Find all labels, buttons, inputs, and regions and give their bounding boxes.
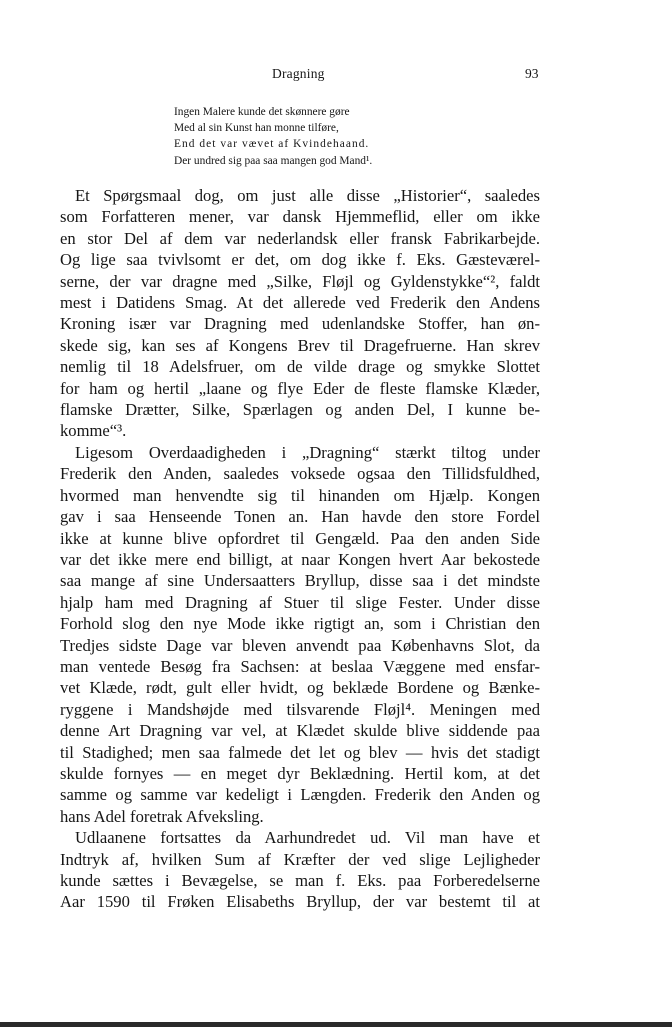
running-header xyxy=(0,66,672,86)
text-line: mest i Datidens Smag. At det allerede ved Frederik den Andens xyxy=(60,293,540,313)
paragraph xyxy=(60,442,540,827)
verse-line: Der undred sig paa saa mangen god Mand¹. xyxy=(174,154,373,167)
text-line: Og lige saa tvivlsomt er det, om dog ikke f. Eks. Gæsteværel- xyxy=(60,250,540,270)
verse-line: End det var vævet af Kvindehaand. xyxy=(174,138,370,151)
text-line: hvormed man henvendte sig til hinanden om Hjælp. Kongen xyxy=(60,485,540,505)
text-line: Ligesom Overdaadigheden i „Dragning“ stærkt tiltog under xyxy=(75,442,540,462)
text-line: ikke at kunne blive opfordret til Gengæld. Paa den anden Side xyxy=(60,528,540,548)
text-line: var det ikke mere end billigt, at naar Kongen hvert Aar bekostede xyxy=(60,549,540,569)
body-text xyxy=(60,185,540,913)
text-line: Aar 1590 til Frøken Elisabeths Bryllup, der var bestemt til at xyxy=(60,892,540,912)
text-line: Et Spørgsmaal dog, om just alle disse „Historier“, saaledes xyxy=(75,186,540,205)
paragraph xyxy=(60,827,540,913)
text-line: hans Adel foretrak Afveksling. xyxy=(60,806,264,826)
text-line: Tredjes sidste Dage var bleven anvendt paa Københavns Slot, da xyxy=(60,635,540,655)
text-line: komme“³. xyxy=(60,421,127,441)
text-line: Frederik den Anden, saaledes voksede ogsaa den Tillidsfuldhed, xyxy=(60,464,540,484)
page-number: 93 xyxy=(525,66,539,81)
text-line: Kroning især var Dragning med udenlandske Stoffer, han øn- xyxy=(60,314,540,334)
text-line: hjalp ham med Dragning af Stuer til slige Fester. Under disse xyxy=(60,592,540,612)
verse-line: Ingen Malere kunde det skønnere gøre xyxy=(174,106,350,118)
verse-quote xyxy=(174,104,372,169)
text-line: som Forfatteren mener, var dansk Hjemmeflid, eller om ikke xyxy=(60,207,540,227)
text-line: skulde fornyes — en meget dyr Beklædning. Hertil kom, at det xyxy=(60,763,540,783)
text-line: samme og samme var kedeligt i Længden. Frederik den Anden og xyxy=(60,785,540,805)
running-title: Dragning xyxy=(272,66,325,81)
text-line: til Stadighed; men saa falmede det let og blev — hvis det stadigt xyxy=(60,742,540,762)
text-line: en stor Del af dem var nederlandsk eller fransk Fabrikarbejde. xyxy=(60,228,540,248)
text-line: ryggene i Mandshøjde med tilsvarende Fløjl⁴. Meningen med xyxy=(60,699,540,719)
text-line: denne Art Dragning var vel, at Klædet skulde blive siddende paa xyxy=(60,721,540,741)
text-line: man ventede Besøg fra Sachsen: at beslaa Væggene med ensfar- xyxy=(60,656,540,676)
text-line: Forhold slog den nye Mode ikke rigtigt an, som i Christian den xyxy=(60,614,540,634)
text-line: serne, der var dragne med „Silke, Fløjl og Gyldenstykke“², faldt xyxy=(60,271,540,291)
text-line: vet Klæde, rødt, gult eller hvidt, og beklæde Bordene og Bænke- xyxy=(60,678,540,698)
text-line: nemlig til 18 Adelsfruer, om de vilde drage og smykke Slottet xyxy=(60,357,540,377)
paragraph xyxy=(60,185,540,442)
text-line: Indtryk af, hvilken Sum af Kræfter der ved slige Lejligheder xyxy=(60,849,540,869)
text-line: saa mange af sine Undersaatters Bryllup, disse saa i det mindste xyxy=(60,571,540,591)
text-line: flamske Drætter, Silke, Spærlagen og anden Del, I kunne be- xyxy=(60,400,540,420)
text-line: skede sig, kan ses af Kongens Brev til Dragefruerne. Han skrev xyxy=(60,335,540,355)
text-line: kunde sættes i Bevægelse, se man f. Eks. paa Forberedelserne xyxy=(60,871,540,890)
text-line: for ham og hertil „laane og flye Eder de fleste flamske Klæder, xyxy=(60,378,540,398)
text-line: Udlaanene fortsattes da Aarhundredet ud. Vil man have et xyxy=(75,828,540,848)
verse-line: Med al sin Kunst han monne tilføre, xyxy=(174,122,339,135)
text-line: gav i saa Henseende Tonen an. Han havde den store Fordel xyxy=(60,507,540,527)
bottom-rule xyxy=(0,1022,672,1027)
